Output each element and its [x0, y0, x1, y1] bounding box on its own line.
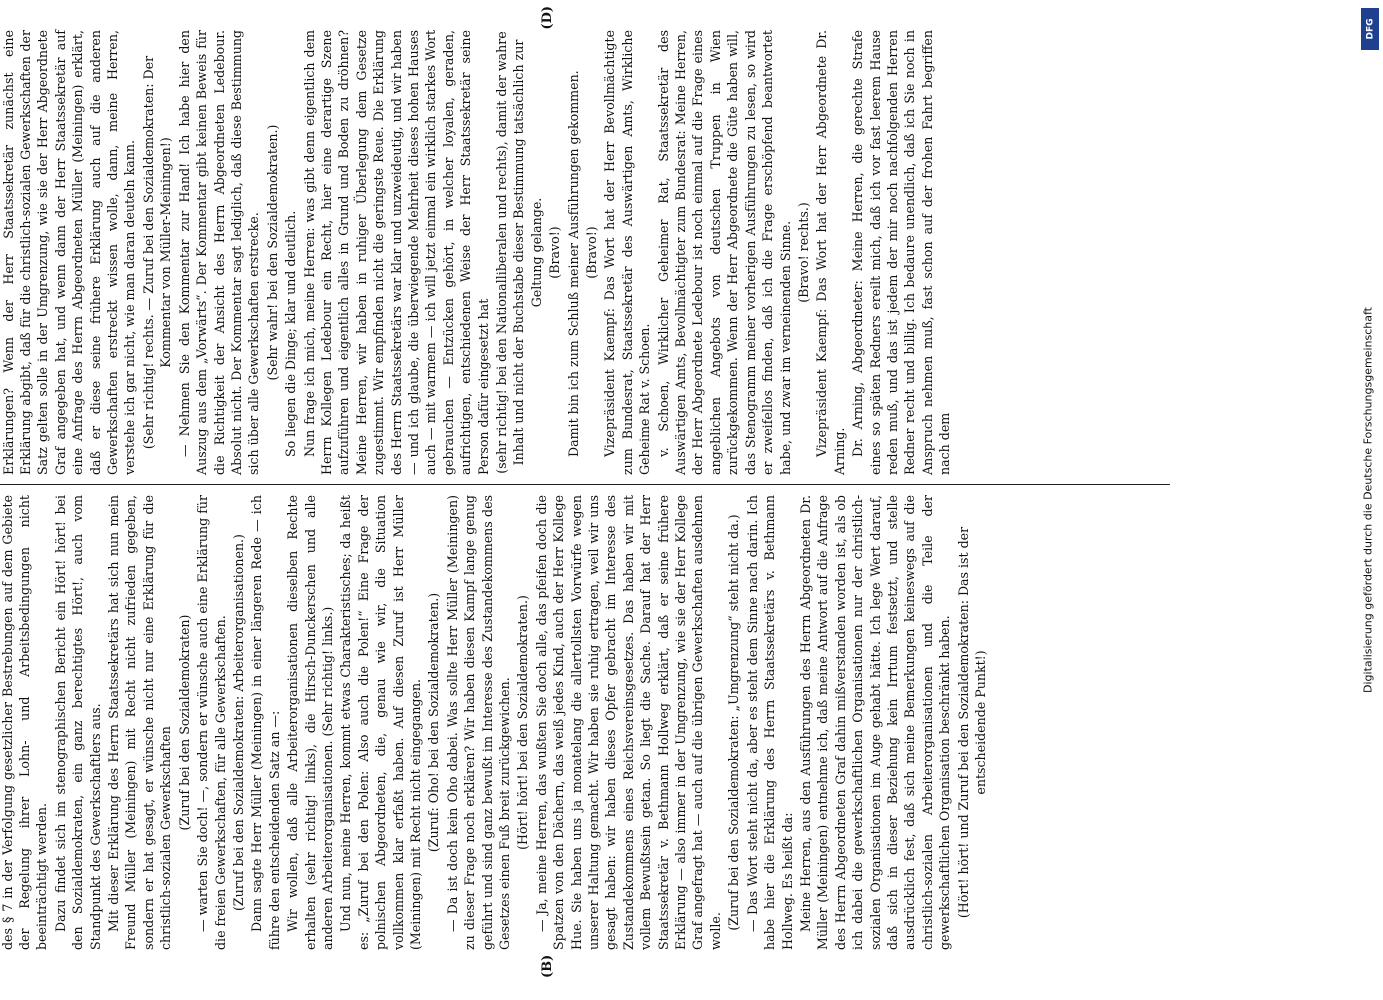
paragraph: Erklärungen? Wenn der Herr Staatssekretär zunächst eine Erklärung abgibt, daß für die christlich-sozialen Gewerkschaften der Satz gelten solle in der Umgrenzung, wie sie der Herr Abgeordnete Graf angegeben hat, und wenn dann der Herr Staatssekretär auf eine Anfrage des Herrn Abgeordneten Müller (Meiningen) erklärt, daß er diese seine frühere Erklärung auch auf die anderen Gewerkschaften erstreckt wissen wolle, dann, meine Herren, verstehe ich gar nicht, wie man daran deuteln kann.: [0, 30, 138, 475]
paragraph: — warten Sie doch! —, sondern er wünsche auch eine Erklärung für die freien Gewerkschaften, für alle Gewerkschaften.: [195, 495, 228, 950]
interjection: (Bravo! rechts.): [795, 202, 811, 303]
credit-text: Digitalisierung gefördert durch die Deutsche Forschungsgemeinschaft: [1361, 307, 1375, 693]
interjection: (Hört! hört! und Zuruf bei den Sozialdemokraten: Das ist der entscheidende Punkt!): [955, 526, 988, 919]
paragraph: Und nun, meine Herren, kommt etwas Charakteristisches; da heißt es: „Zuruf bei den Polen: Also auch die Polen!“ Eine Frage der polnischen Abgeordneten, die, genau wie wir, die Situation vollkommen klar erfaßt haben. Auf diesen Zuruf ist Herr Müller (Meiningen) mit Recht nicht eingegangen.: [338, 495, 423, 950]
margin-marker-d: (D): [540, 6, 555, 30]
newspaper-page: [0, 6, 1180, 980]
paragraph: Dazu findet sich im stenographischen Bericht ein Hört! hört! bei den Sozialdemokraten, ein ganz berechtigtes Hört!, auch vom Standpunkt des Gewerkschaftlers aus.: [52, 495, 103, 950]
interjection: (Bravo!): [584, 226, 600, 279]
interjection: (Hört! hört! bei den Sozialdemokraten.): [515, 595, 531, 850]
interjection: (Zuruf bei den Sozialdemokraten): [176, 614, 192, 831]
right-column: [0, 30, 1170, 475]
paragraph: So liegen die Dinge; klar und deutlich.: [283, 210, 299, 457]
credit-strip: [1357, 10, 1379, 990]
paragraph: — Da ist doch kein Oho dabei. Was sollte Herr Müller (Meiningen) zu dieser Frage noch erklären? Wir haben diesen Kampf lange genug geführt und sind ganz bewußt im Interesse des Zustandekommens des Gesetzes einen Fuß breit zurückgewichen.: [444, 495, 512, 950]
interjection: (Zuruf: Oho! bei den Sozialdemokraten.): [426, 592, 442, 853]
paragraph: — Nehmen Sie den Kommentar zur Hand! Ich habe hier den Auszug aus dem „Vorwärts“. Der Kommentar gibt keinen Beweis für die Richtigkeit der Ansicht des Herrn Abgeordneten Ledebour. Absolut nicht. Der Kommentar sagt lediglich, daß diese Bestimmung sich über alle Gewerkschaften erstrecke.: [176, 30, 262, 475]
paragraph: Vizepräsident Kaempf: Das Wort hat der Herr Abgeordnete Dr. Arning.: [814, 30, 847, 475]
column-divider: [0, 484, 1170, 485]
paragraph: Nun frage ich mich, meine Herren: was gibt denn eigentlich dem Herrn Kollegen Ledebour ein Recht, hier eine derartige Szene aufzuführen und eigentlich alles in Grund und Boden zu dröhnen? Meine Herren, wir haben in ruhiger Überlegung dem Gesetze zugestimmt. Wir empfinden nicht die geringste Reue. Die Erklärung des Herrn Staatssekretärs war klar und unzweideutig, und wir haben — und ich glaube, die überwiegende Mehrheit dieses hohen Hauses auch — mit warmem — ich will jetzt einmal ein wirklich starkes Wort gebrauchen — Entzücken gehört, in welcher loyalen, geraden, aufrichtigen, entschiedenen Weise der Herr Staatssekretär seine Person dafür eingesetzt hat: [301, 30, 491, 475]
margin-marker-b: (B): [540, 954, 555, 978]
interjection: (Bravo!): [547, 226, 563, 279]
interjection: (Zuruf bei den Sozialdemokraten: „Umgrenzung“ steht nicht da.): [726, 514, 742, 931]
quote: Meine Herren, aus den Ausführungen des Herrn Abgeordneten Dr. Müller (Meiningen) entnehme ich, daß meine Antwort auf die Anfrage des Herrn Abgeordneten Graf dahin mißverstanden worden ist, als ob ich dabei die gewerkschaftlichen Organisationen nur der christlich-sozialen Organisationen im Auge gehabt hätte. Ich lege Wert darauf, daß sich in dieser Beziehung kein Irrtum festsetzt, und stelle ausdrücklich fest, daß sich meine Bemerkungen keineswegs auf die christlich-sozialen Arbeiterorganisationen und die Teile der gewerkschaftlichen Organisation beschränkt haben.: [797, 495, 953, 950]
left-column: [0, 495, 1170, 950]
paragraph: Vizepräsident Kaempf: Das Wort hat der Herr Bevollmächtigte zum Bundesrat, Staatssekretär des Auswärtigen Amts, Wirkliche Geheime Rat v. Schoen.: [602, 30, 653, 475]
quote: Wir wollen, daß alle Arbeiterorganisationen dieselben Rechte erhalten (sehr richtig! links), die Hirsch-Dunckerschen und alle anderen Arbeiterorganisationen. (Sehr richtig! links.): [285, 495, 335, 950]
paragraph: — Ja, meine Herren, das wußten Sie doch alle, das pfeifen doch die Spatzen von den Dächern, das weiß jedes Kind, auch der Herr Kollege Hue. Sie haben uns ja monatelang die allertollsten Vorwürfe wegen unserer Haltung gemacht. Wir haben sie ruhig ertragen, weil wir uns gesagt haben: wir haben dieses Opfer gebracht im Interesse des Zustandekommens eines Reichsvereinsgesetzes. Das haben wir mit vollem Bewußtsein getan. So liegt die Sache. Darauf hat der Herr Staatssekretär v. Bethmann Hollweg erklärt, daß er seine frühere Erklärung — also immer in der Umgrenzung, wie sie der Herr Kollege Graf angefragt hat — auch auf die übrigen Gewerkschaften ausdehnen wolle.: [533, 495, 723, 950]
paragraph: Mit dieser Erklärung des Herrn Staatssekretärs hat sich nun mein Freund Müller (Meiningen) mit Recht nicht zufrieden gegeben, sondern er hat gesagt, er wünsche nicht nur eine Erklärung für die christlich-sozialen Gewerkschaften: [106, 495, 174, 950]
paragraph: Dr. Arning, Abgeordneter: Meine Herren, die gerechte Strafe eines so späten Redners ereilt mich, daß ich vor fast leerem Hause reden muß, und das ist jedem der mir noch nachfolgenden Herren Redner recht und billig. Ich bedaure unendlich, daß ich Sie noch in Anspruch nehmen muß, fast schon auf der frohen Fahrt begriffen nach dem: [850, 30, 953, 475]
interjection: (Sehr richtig! rechts. — Zuruf bei den Sozialdemokraten: Der Kommentar von Müller-Meiningen!): [140, 55, 174, 450]
interjection: (sehr richtig! bei den Nationalliberalen und rechts), damit der wahre Inhalt und nicht der Buchstabe dieser Bestimmung tatsächlich zur Geltung gelange.: [494, 31, 544, 474]
paragraph: v. Schoen, Wirklicher Geheimer Rat, Staatssekretär des Auswärtigen Amts, Bevollmächtigter zum Bundesrat: Meine Herren, der Herr Abgeordnete Ledebour ist noch einmal auf die Frage eines angeblichen Angebots von deutschen Truppen in Wien zurückgekommen. Wenn der Herr Abgeordnete die Güte haben will, das Stenogramm meiner vorherigen Ausführungen zu lesen, so wird er zweifellos finden, daß ich die Frage erschöpfend beantwortet habe, und zwar im verneinenden Sinne.: [655, 30, 793, 475]
paragraph: des § 7 in der Verfolgung gesetzlicher Bestrebungen auf dem Gebiete der Regelung ihrer Lohn- und Arbeitsbedingungen nicht beeinträchtigt werden.: [0, 495, 50, 950]
paragraph: — Das Wort steht nicht da, aber es steht dem Sinne nach darin. Ich habe hier die Erklärung des Herrn Staatssekretärs v. Bethmann Hollweg. Es heißt da:: [744, 495, 795, 950]
dfg-logo-text: DFG: [1365, 18, 1376, 40]
interjection: (Sehr wahr! bei den Sozialdemokraten.): [264, 124, 280, 381]
paragraph: Dann sagte Herr Müller (Meiningen) in einer längeren Rede — ich führe den entscheidenden Satz an —:: [249, 495, 282, 950]
interjection: (Zuruf bei den Sozialdemokraten: Arbeiterorganisationen.): [230, 534, 246, 911]
paragraph: Damit bin ich zum Schluß meiner Ausführungen gekommen.: [565, 70, 581, 457]
